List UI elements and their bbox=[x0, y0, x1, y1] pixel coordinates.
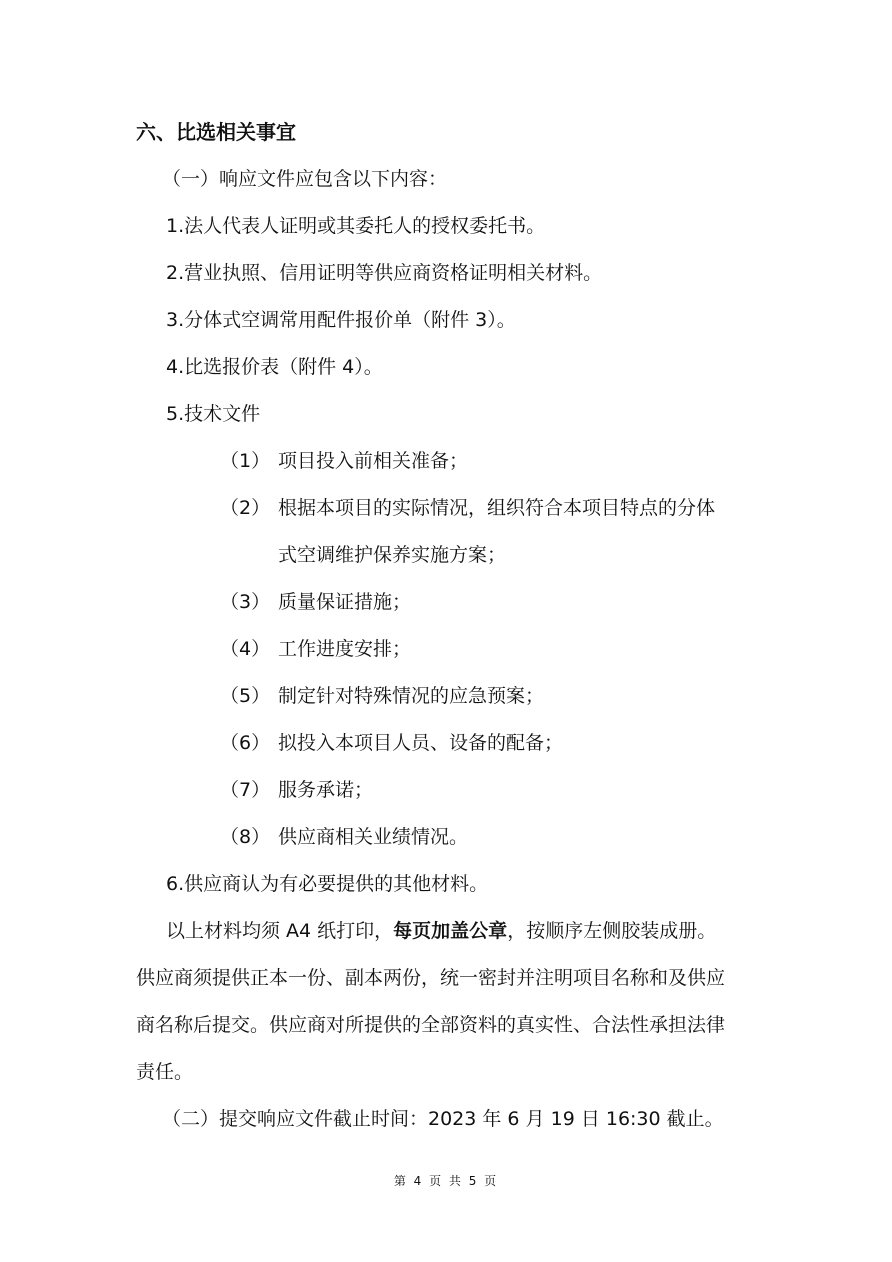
list-item-4: 4.比选报价表（附件 4）。 bbox=[166, 356, 383, 378]
tech-item-number: （8） bbox=[220, 826, 271, 848]
tech-item-text: 质量保证措施； bbox=[278, 591, 412, 613]
tech-item-text: 工作进度安排； bbox=[278, 638, 412, 660]
paragraph-line-3: 商名称后提交。供应商对所提供的全部资料的真实性、合法性承担法律 bbox=[136, 1014, 726, 1036]
list-item-3: 3.分体式空调常用配件报价单（附件 3）。 bbox=[166, 309, 516, 331]
tech-item-number: （5） bbox=[220, 685, 271, 707]
tech-item-text: 制定针对特殊情况的应急预案； bbox=[278, 685, 545, 707]
tech-item-number: （2） bbox=[220, 497, 271, 519]
list-item-6: 6.供应商认为有必要提供的其他材料。 bbox=[166, 873, 489, 895]
tech-item-text: 供应商相关业绩情况。 bbox=[278, 826, 469, 848]
tech-item-number: （3） bbox=[220, 591, 271, 613]
tech-item-text: 根据本项目的实际情况，组织符合本项目特点的分体 bbox=[278, 497, 716, 519]
list-item-1: 1.法人代表人证明或其委托人的授权委托书。 bbox=[166, 215, 546, 237]
paragraph-text: 以上材料均须 A4 纸打印， bbox=[166, 920, 394, 942]
tech-item-number: （1） bbox=[220, 450, 271, 472]
tech-item-number: （4） bbox=[220, 638, 271, 660]
paragraph-line-2: 供应商须提供正本一份、副本两份，统一密封并注明项目名称和及供应 bbox=[136, 967, 726, 989]
list-item-2: 2.营业执照、信用证明等供应商资格证明相关材料。 bbox=[166, 262, 603, 284]
tech-item-text: 拟投入本项目人员、设备的配备； bbox=[278, 732, 564, 754]
tech-item-text: 服务承诺； bbox=[278, 779, 374, 801]
subsection-title: （一）响应文件应包含以下内容： bbox=[162, 168, 448, 190]
tech-item-text: 项目投入前相关准备； bbox=[278, 450, 469, 472]
paragraph-line-1 bbox=[166, 919, 716, 943]
subsection-deadline: （二）提交响应文件截止时间：2023 年 6 月 19 日 16:30 截止。 bbox=[162, 1108, 724, 1130]
tech-item-2-continued: 式空调维护保养实施方案； bbox=[278, 544, 507, 566]
paragraph-text: ，按顺序左侧胶装成册。 bbox=[507, 920, 717, 942]
tech-item-number: （7） bbox=[220, 779, 271, 801]
paragraph-line-4: 责任。 bbox=[136, 1061, 194, 1083]
list-item-5: 5.技术文件 bbox=[166, 403, 261, 425]
tech-item-number: （6） bbox=[220, 732, 271, 754]
emphasis-text: 每页加盖公章 bbox=[393, 920, 508, 942]
section-title: 六、比选相关事宜 bbox=[136, 120, 296, 144]
page-footer: 第 4 页 共 5 页 bbox=[393, 1174, 499, 1188]
